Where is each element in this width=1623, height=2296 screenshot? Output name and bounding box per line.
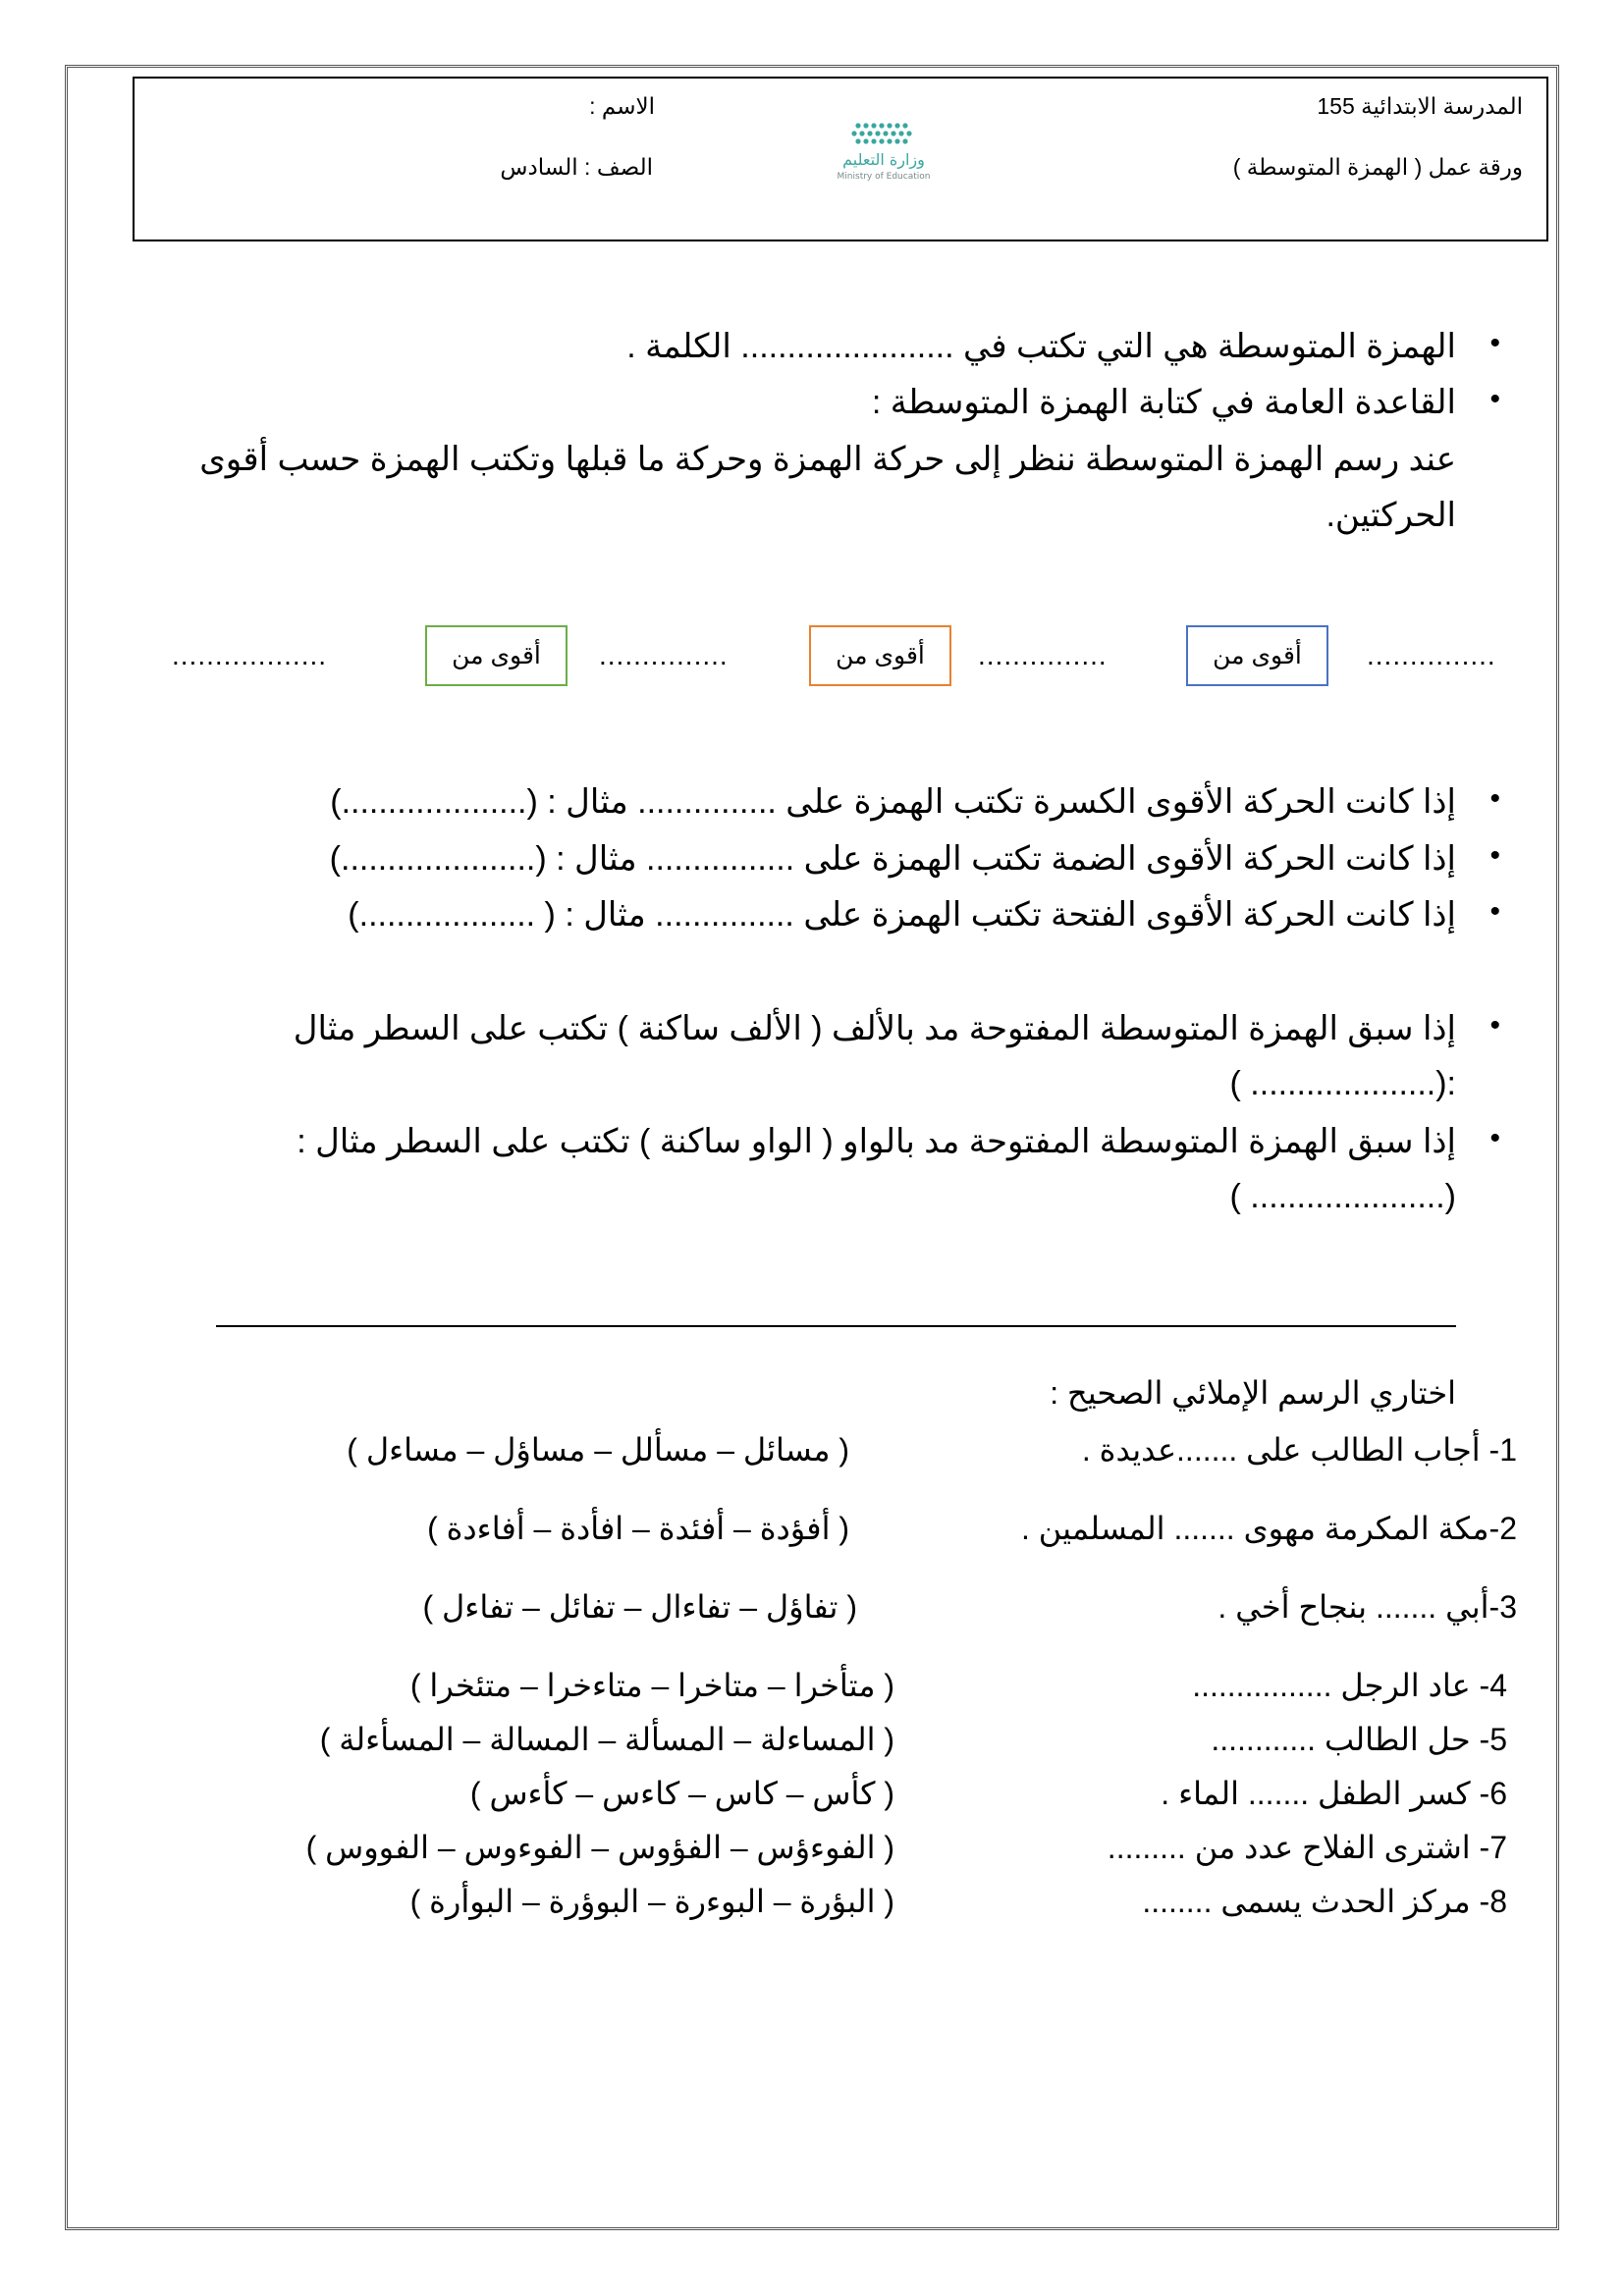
question-7: 7- اشترى الفلاح عدد من ......... bbox=[1107, 1830, 1507, 1865]
question-2-options: ( أفؤدة – أفئدة – افأدة – أفاءدة ) bbox=[427, 1511, 849, 1546]
stronger-than-box-orange: أقوى من bbox=[809, 625, 951, 686]
logo-dots-icon bbox=[851, 123, 911, 143]
question-2: 2-مكة المكرمة مهوى ....... المسلمين . bbox=[1020, 1511, 1517, 1546]
question-4: 4- عاد الرجل ................ bbox=[1192, 1668, 1507, 1703]
question-1-options: ( مسائل – مسألل – مساؤل – مساءل ) bbox=[347, 1432, 849, 1468]
rule-kasra: • إذا كانت الحركة الأقوى الكسرة تكتب الهمزة على ............... مثال : (....................) bbox=[330, 782, 1456, 822]
question-6: 6- كسر الطفل ....... الماء . bbox=[1161, 1776, 1507, 1811]
question-7-options: ( الفوءؤس – الفؤوس – الفوءوس – الفووس ) bbox=[305, 1830, 894, 1865]
question-5: 5- حل الطالب ............ bbox=[1211, 1722, 1507, 1757]
school-name: المدرسة الابتدائية 155 bbox=[1317, 93, 1523, 119]
stronger-than-box-green: أقوى من bbox=[425, 625, 568, 686]
rule-line-2: الحركتين. bbox=[1325, 497, 1456, 534]
question-8-options: ( البؤرة – البوءرة – البوؤرة – البوأرة ) bbox=[409, 1884, 894, 1919]
waw-rule-line-1: • إذا سبق الهمزة المتوسطة المفتوحة مد بالواو ( الواو ساكنة ) تكتب على السطر مثال : bbox=[297, 1122, 1456, 1161]
strength-blank-4: .................. bbox=[172, 640, 328, 670]
stronger-than-box-blue: أقوى من bbox=[1186, 625, 1328, 686]
strength-blank-2: ............... bbox=[978, 640, 1108, 670]
question-4-options: ( متأخرا – متاخرا – متاءخرا – متئخرا ) bbox=[409, 1668, 894, 1703]
worksheet-title: ورقة عمل ( الهمزة المتوسطة ) bbox=[1232, 154, 1523, 180]
logo-text-ar: وزارة التعليم bbox=[842, 150, 925, 169]
rule-line-1: عند رسم الهمزة المتوسطة ننظر إلى حركة الهمزة وحركة ما قبلها وتكتب الهمزة حسب أقوى bbox=[199, 441, 1456, 478]
question-1: 1- أجاب الطالب على .......عديدة . bbox=[1081, 1432, 1517, 1468]
question-5-options: ( المساءلة – المسألة – المسالة – المسأءلة ) bbox=[319, 1722, 894, 1757]
question-3: 3-أبي ....... بنجاح أخي . bbox=[1217, 1589, 1517, 1625]
grade-label: الصف : السادس bbox=[500, 154, 653, 180]
definition-line: • الهمزة المتوسطة هي التي تكتب في ....................... الكلمة . bbox=[626, 327, 1456, 366]
waw-rule-line-2: (..................... ) bbox=[1229, 1178, 1456, 1215]
rule-title: • القاعدة العامة في كتابة الهمزة المتوسطة : bbox=[872, 383, 1456, 422]
strength-blank-1: ............... bbox=[1367, 640, 1496, 670]
section-divider bbox=[216, 1325, 1456, 1327]
question-8: 8- مركز الحدث يسمى ........ bbox=[1142, 1884, 1507, 1919]
question-3-options: ( تفاؤل – تفاءال – تفائل – تفاءل ) bbox=[422, 1589, 857, 1625]
name-label: الاسم : bbox=[589, 93, 655, 119]
question-6-options: ( كأس – كاس – كاءس – كأءس ) bbox=[469, 1776, 894, 1811]
alif-rule-line-1: • إذا سبق الهمزة المتوسطة المفتوحة مد بالألف ( الألف ساكنة ) تكتب على السطر مثال bbox=[294, 1009, 1456, 1048]
rule-damma: • إذا كانت الحركة الأقوى الضمة تكتب الهمزة على ................ مثال : (.....................) bbox=[330, 839, 1456, 879]
rule-fatha: • إذا كانت الحركة الأقوى الفتحة تكتب الهمزة على ............... مثال : ( ...................) bbox=[348, 895, 1456, 934]
ministry-logo bbox=[785, 116, 957, 183]
alif-rule-line-2: :(.................... ) bbox=[1229, 1065, 1456, 1102]
exercise-title: اختاري الرسم الإملائي الصحيح : bbox=[1050, 1375, 1456, 1411]
strength-blank-3: ............... bbox=[599, 640, 729, 670]
logo-text-en: Ministry of Education bbox=[837, 172, 931, 182]
